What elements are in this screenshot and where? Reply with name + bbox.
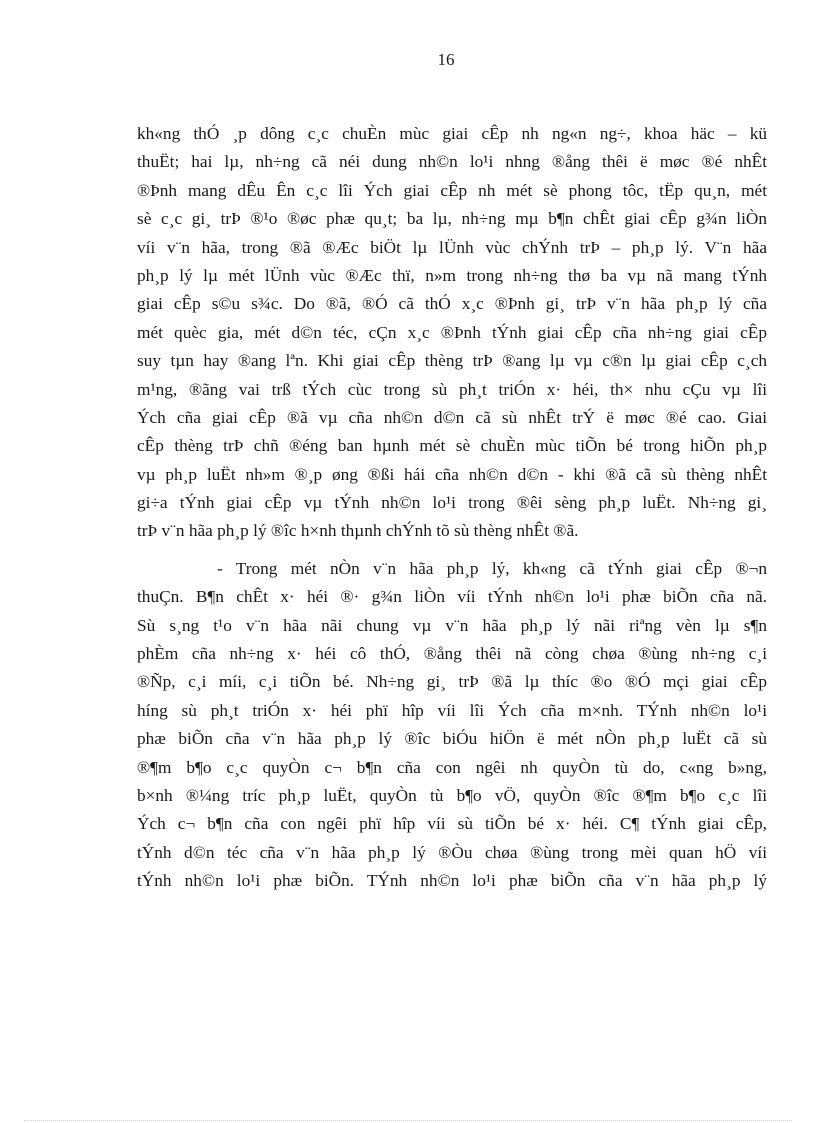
text-line: mét quèc gia, mét d©n téc, cÇn x¸c ®Þnh tÝnh giai cÊp cña nh÷ng giai cÊp bbox=[137, 322, 767, 342]
paragraph-2 bbox=[137, 555, 767, 896]
text-line: ®¶m b¶o c¸c quyÒn c¬ b¶n cña con ngêi nh quyÒn tù do, c«ng b»ng, bbox=[137, 757, 767, 777]
page-number: 16 bbox=[437, 50, 455, 69]
text-line: gi÷a tÝnh giai cÊp vµ tÝnh nh©n lo¹i trong ®êi sèng ph¸p luËt. Nh÷ng gi¸ bbox=[137, 493, 767, 513]
text-line: tÝnh d©n téc cña v¨n hãa ph¸p lý ®Òu chøa ®ùng trong mèi quan hÖ víi bbox=[137, 842, 767, 862]
paragraph-spacer bbox=[137, 546, 767, 555]
text-line: phæ biÕn cña v¨n hãa ph¸p lý ®îc biÓu hiÖn ë mét nÒn ph¸p luËt cã sù bbox=[137, 729, 767, 749]
text-line: ph¸p lý lµ mét lÜnh vùc ®Æc thï, n»m trong nh÷ng thø ba vµ nã mang tÝnh bbox=[137, 265, 767, 285]
page-bottom-divider bbox=[24, 1120, 792, 1121]
text-line: trÞ v¨n hãa ph¸p lý ®îc h×nh thµnh chÝnh tõ sù thèng nhÊt ®ã. bbox=[137, 521, 579, 541]
text-line: phÈm cña nh÷ng x· héi cô thÓ, ®ång thêi nã còng chøa ®ùng nh÷ng c¸i bbox=[137, 644, 767, 664]
text-line: b×nh ®¼ng tríc ph¸p luËt, quyÒn tù b¶o vÖ, quyÒn ®îc ®¶m b¶o c¸c lîi bbox=[137, 785, 767, 805]
text-line: víi v¨n hãa, trong ®ã ®Æc biÖt lµ lÜnh vùc chÝnh trÞ – ph¸p lý. V¨n hãa bbox=[137, 237, 767, 257]
text-line: sè c¸c gi¸ trÞ ®¹o ®øc phæ qu¸t; ba lµ, nh÷ng mµ b¶n chÊt giai cÊp g¾n liÒn bbox=[137, 209, 767, 229]
text-line: Ých cña giai cÊp ®ã vµ cña nh©n d©n cã sù nhÊt trÝ ë møc ®é cao. Giai bbox=[137, 407, 767, 427]
text-line: Ých c¬ b¶n cña con ngêi phï hîp víi sù tiÕn bé x· héi. C¶ tÝnh giai cÊp, bbox=[137, 814, 767, 834]
text-line: kh«ng thÓ ¸p dông c¸c chuÈn mùc giai cÊp nh ng«n ng÷, khoa häc – kü bbox=[137, 124, 767, 143]
text-line: ®Ñp, c¸i míi, c¸i tiÕn bé. Nh÷ng gi¸ trÞ ®ã lµ thíc ®o ®Ó mçi giai cÊp bbox=[137, 672, 767, 692]
paragraph-1 bbox=[137, 120, 767, 546]
body-text bbox=[137, 120, 767, 896]
text-line: thuËt; hai lµ, nh÷ng cã néi dung nh©n lo¹i nhng ®ång thêi ë møc ®é nhÊt bbox=[137, 152, 767, 172]
text-line: m¹ng, ®ãng vai trß tÝch cùc trong sù ph¸t triÓn x· héi, th× nhu cÇu vµ lîi bbox=[137, 379, 767, 399]
text-line: - Trong mét nÒn v¨n hãa ph¸p lý, kh«ng cã tÝnh giai cÊp ®¬n bbox=[137, 558, 767, 578]
text-line: giai cÊp s©u s¾c. Do ®ã, ®Ó cã thÓ x¸c ®Þnh gi¸ trÞ v¨n hãa ph¸p lý cña bbox=[137, 294, 767, 314]
text-line: cÊp thèng trÞ chñ ®éng ban hµnh mét sè chuÈn mùc tiÕn bé trong hiÕn ph¸p bbox=[137, 436, 767, 456]
text-line: Sù s¸ng t¹o v¨n hãa nãi chung vµ v¨n hãa ph¸p lý nãi riªng vèn lµ s¶n bbox=[137, 615, 767, 635]
text-line: thuÇn. B¶n chÊt x· héi ®· g¾n liÒn víi tÝnh nh©n lo¹i phæ biÕn cña nã. bbox=[137, 587, 767, 607]
text-line: híng sù ph¸t triÓn x· héi phï hîp víi lîi Ých cña m×nh. TÝnh nh©n lo¹i bbox=[137, 700, 767, 720]
text-line: suy tµn hay ®ang lªn. Khi giai cÊp thèng trÞ ®ang lµ vµ c®n lµ giai cÊp c¸ch bbox=[137, 351, 767, 371]
text-line: ®Þnh mang dÊu Ên c¸c lîi Ých giai cÊp nh mét sè phong tôc, tËp qu¸n, mét bbox=[137, 180, 767, 200]
text-line: tÝnh nh©n lo¹i phæ biÕn. TÝnh nh©n lo¹i phæ biÕn cña v¨n hãa ph¸p lý bbox=[137, 871, 767, 891]
text-line: vµ ph¸p luËt nh»m ®¸p øng ®ßi hái cña nh©n d©n - khi ®ã cã sù thèng nhÊt bbox=[137, 464, 767, 484]
